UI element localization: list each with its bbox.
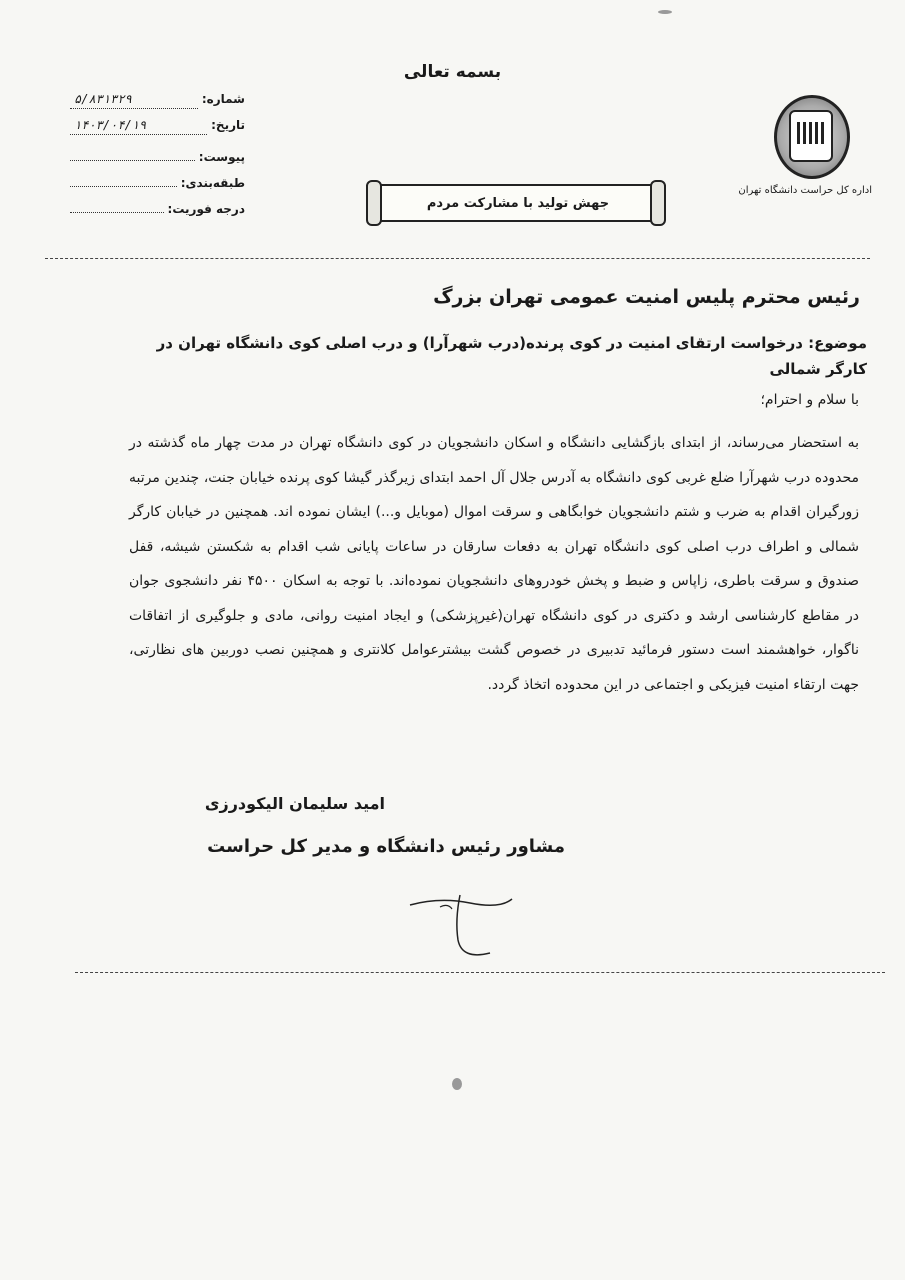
scroll-roll-left-icon [366,180,382,226]
meta-urgency-row [70,196,245,222]
attachment-label: پیوست: [198,150,245,164]
attachment-value [70,144,195,161]
number-value: ۵/۸۳۱۳۲۹ [70,92,198,109]
scroll-roll-right-icon [650,180,666,226]
greeting: با سلام و احترام؛ [760,392,859,408]
scan-speck [658,10,672,14]
urgency-label: درجه فوریت: [167,202,245,216]
basmala-heading: بسمه تعالی [403,62,502,82]
signer-name: امید سلیمان الیکودرزی [204,794,385,813]
recipient-line: رئیس محترم پلیس امنیت عمومی تهران بزرگ [433,286,860,308]
meta-attachment-row [70,144,245,170]
meta-date-row [70,118,245,144]
scan-speck [452,1078,462,1090]
subject-line: موضوع: درخواست ارتقای امنیت در کوی پرنده(درب شهرآرا) و درب اصلی کوی دانشگاه تهران در کارگر شمالی [156,334,867,378]
letter-body: به استحضار می‌رساند، از ابتدای بازگشایی دانشگاه و اسکان دانشجویان در کوی دانشگاه تهران در مدت چهار ماه گذشته در محدوده درب شهرآرا ضلع غربی کوی دانشگاه به آدرس جلال آل احمد ابتدای زیرگذر گیشا کوی پرنده خیابان جنت، چندین مرتبه زورگیران اقدام به ضرب و شتم دانشجویان خوابگاهی و سرقت اموال (موبایل و...) ایشان نموده اند. همچنین در خیابان کارگر شمالی و اطراف درب اصلی کوی دانشگاه تهران به دفعات سارقان در ساعات پایانی شب اقدام به شکستن شیشه، قفل صندوق و سرقت باطری، زاپاس و ضبط و پخش خودروهای دانشجویان نموده‌اند. با توجه به اسکان ۴۵۰۰ نفر دانشجوی جوان در مقاطع کارشناسی ارشد و دکتری در کوی دانشگاه تهران(غیرپزشکی) و ایجاد امنیت روانی، مادی و جلوگیری از اتفاقات ناگوار، خواهشمند است دستور فرمائید تدبیری در خصوص گشت بیشترعوامل کلانتری و همچنین نصب دوربین های نظارتی، جهت ارتقاء امنیت فیزیکی و اجتماعی در این محدوده اتخاذ گردد. [129,435,860,693]
urgency-value [70,196,164,213]
handwritten-signature-icon [400,875,520,965]
date-label: تاریخ: [211,118,245,132]
letter-metadata [70,92,245,222]
signer-title: مشاور رئیس دانشگاه و مدیر کل حراست [207,836,565,857]
classification-label: طبقه‌بندی: [180,176,245,190]
classification-value [70,170,177,187]
slogan-text: جهش تولید با مشارکت مردم [376,184,660,222]
meta-number-row [70,92,245,118]
meta-classification-row [70,170,245,196]
number-label: شماره: [201,92,245,106]
header-divider [45,258,870,259]
university-logo [738,95,872,196]
university-seal-icon [774,95,850,179]
slogan-banner [366,180,666,224]
logo-caption: اداره کل حراست دانشگاه تهران [738,185,872,196]
date-value: ۱۴۰۳/۰۴/۱۹ [70,118,207,135]
footer-divider [75,972,885,973]
